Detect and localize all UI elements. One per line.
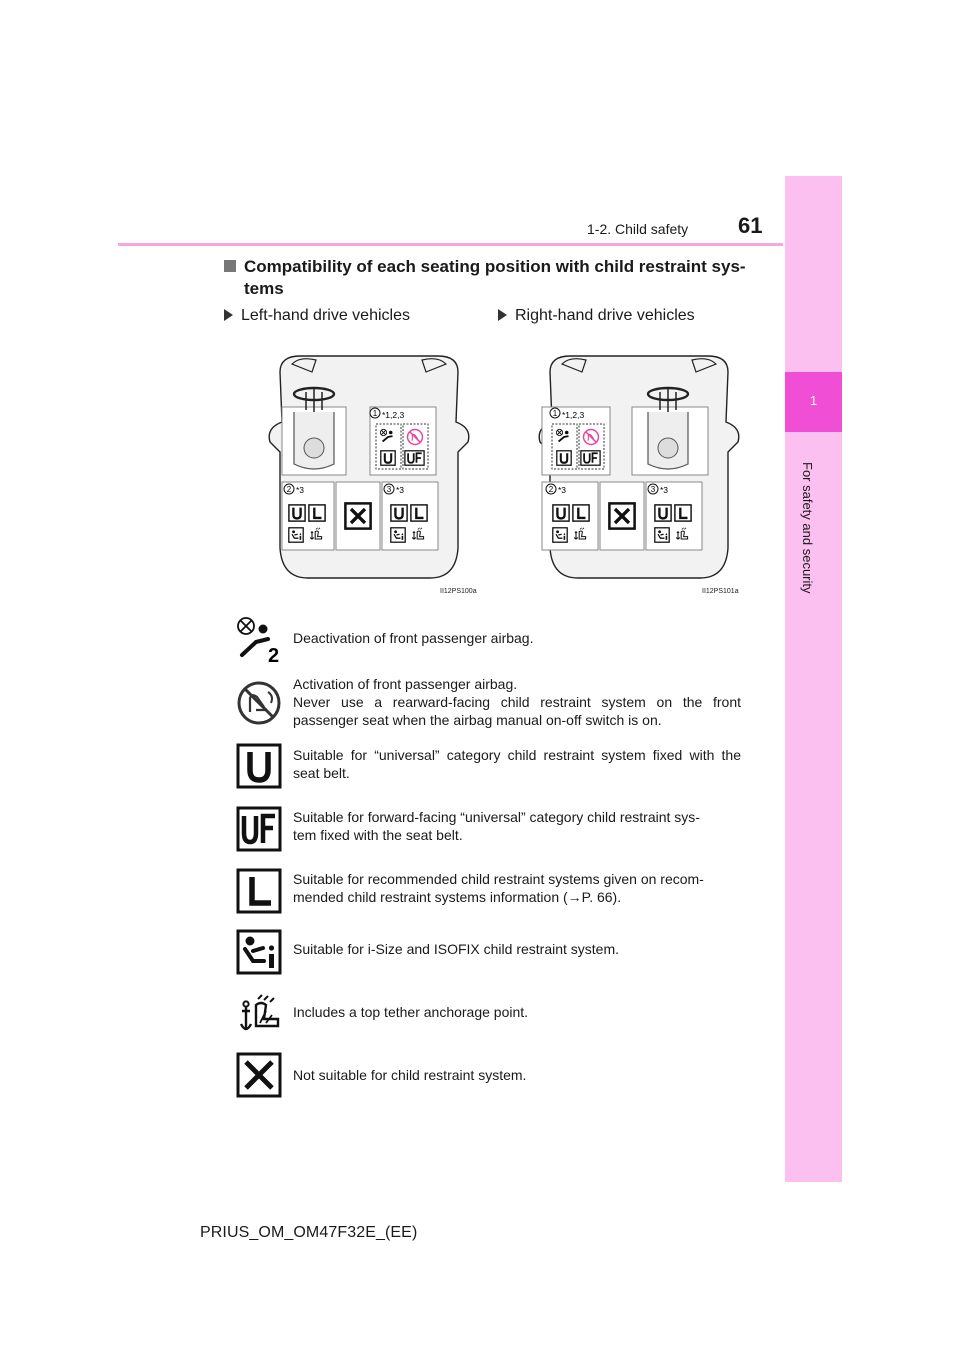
legend-text-isofix: Suitable for i-Size and ISOFIX child restraint system. [293, 941, 620, 957]
airbag-on-prohibited-icon [236, 680, 282, 726]
isofix-icon [553, 528, 567, 542]
rear-seat-left [282, 482, 334, 550]
u-badge-icon [391, 505, 407, 521]
u-badge-icon [655, 505, 671, 521]
legend-text-universal: Suitable for “universal” category child restraint system fixed with the seat belt. [293, 747, 741, 781]
rear-seat-left [542, 482, 598, 550]
isofix-icon [289, 528, 303, 542]
top-tether-icon [236, 993, 282, 1039]
seat-diagram-left-hand [260, 352, 478, 584]
svg-text:1: 1 [372, 409, 378, 418]
chapter-sidebar [785, 176, 842, 1182]
l-badge-icon [573, 505, 589, 521]
chapter-title: For safety and security [800, 462, 815, 594]
seat-diagram-right-hand [530, 352, 748, 584]
svg-text:2: 2 [268, 645, 280, 663]
uf-badge-icon [581, 451, 600, 465]
svg-text:3: 3 [650, 485, 656, 494]
triangle-bullet-icon [224, 309, 233, 321]
u-badge-icon [289, 505, 305, 521]
not-suitable-icon [609, 503, 634, 528]
l-badge-icon [411, 505, 427, 521]
document-code: PRIUS_OM_OM47F32E_(EE) [200, 1224, 418, 1241]
rear-seat-center [600, 482, 644, 550]
square-bullet-icon [224, 260, 236, 272]
svg-text:*1,2,3: *1,2,3 [562, 410, 585, 420]
legend-text-airbag-off: Deactivation of front passenger airbag. [293, 630, 534, 646]
legend-text-not-suitable: Not suitable for child restraint system. [293, 1067, 527, 1083]
svg-text:*3: *3 [660, 485, 669, 495]
isofix-icon [655, 528, 669, 542]
u-badge-icon [553, 505, 569, 521]
l-badge-icon [309, 505, 325, 521]
svg-text:3: 3 [386, 485, 392, 494]
isofix-icon [236, 929, 282, 975]
front-passenger-seat [370, 407, 436, 475]
svg-text:*3: *3 [558, 485, 567, 495]
svg-text:2: 2 [548, 485, 554, 494]
isofix-icon [391, 528, 405, 542]
header-rule [118, 243, 783, 246]
svg-text:1: 1 [552, 409, 558, 418]
legend-text-universal-forward: Suitable for forward-facing “universal” category child restraint sys- tem fixed with the seat belt. [293, 809, 700, 843]
not-suitable-icon [345, 503, 370, 528]
rear-seat-center [336, 482, 380, 550]
page-number: 61 [738, 213, 763, 238]
legend-text-airbag-on: Activation of front passenger airbag. Never use a rearward-facing child restraint system on the front passenger seat when the airbag manual on-off switch is on. [293, 676, 741, 728]
section-title: 1-2. Child safety [587, 221, 689, 237]
not-suitable-icon [236, 1052, 282, 1098]
figure-code-left: II12PS100a [440, 588, 477, 595]
airbag-on-prohibited-icon [408, 430, 423, 445]
l-badge-icon [236, 868, 282, 914]
triangle-bullet-icon [498, 309, 507, 321]
legend-text-recommended: Suitable for recommended child restraint systems given on recom- mended child restraint systems information (→P. 66). [293, 871, 704, 905]
rear-seat-right [646, 482, 702, 550]
rear-seat-right [382, 482, 438, 550]
svg-text:*1,2,3: *1,2,3 [382, 410, 405, 420]
u-badge-icon [381, 451, 395, 465]
subheading-left-hand: Left-hand drive vehicles [224, 307, 410, 325]
svg-text:*3: *3 [296, 485, 305, 495]
l-badge-icon [675, 505, 691, 521]
figure-code-right: II12PS101a [702, 588, 739, 595]
svg-text:2: 2 [286, 485, 292, 494]
uf-badge-icon [405, 451, 424, 465]
svg-text:*3: *3 [396, 485, 405, 495]
uf-badge-icon [236, 806, 282, 852]
legend-text-top-tether: Includes a top tether anchorage point. [293, 1004, 529, 1020]
front-passenger-seat [542, 407, 610, 475]
airbag-off-icon [236, 617, 282, 663]
section-heading: Compatibility of each seating position with child restraint sys- tems [224, 256, 748, 300]
u-badge-icon [557, 451, 571, 465]
u-badge-icon [236, 743, 282, 789]
subheading-right-hand: Right-hand drive vehicles [498, 307, 695, 325]
airbag-on-prohibited-icon [584, 430, 599, 445]
chapter-number: 1 [809, 393, 818, 408]
